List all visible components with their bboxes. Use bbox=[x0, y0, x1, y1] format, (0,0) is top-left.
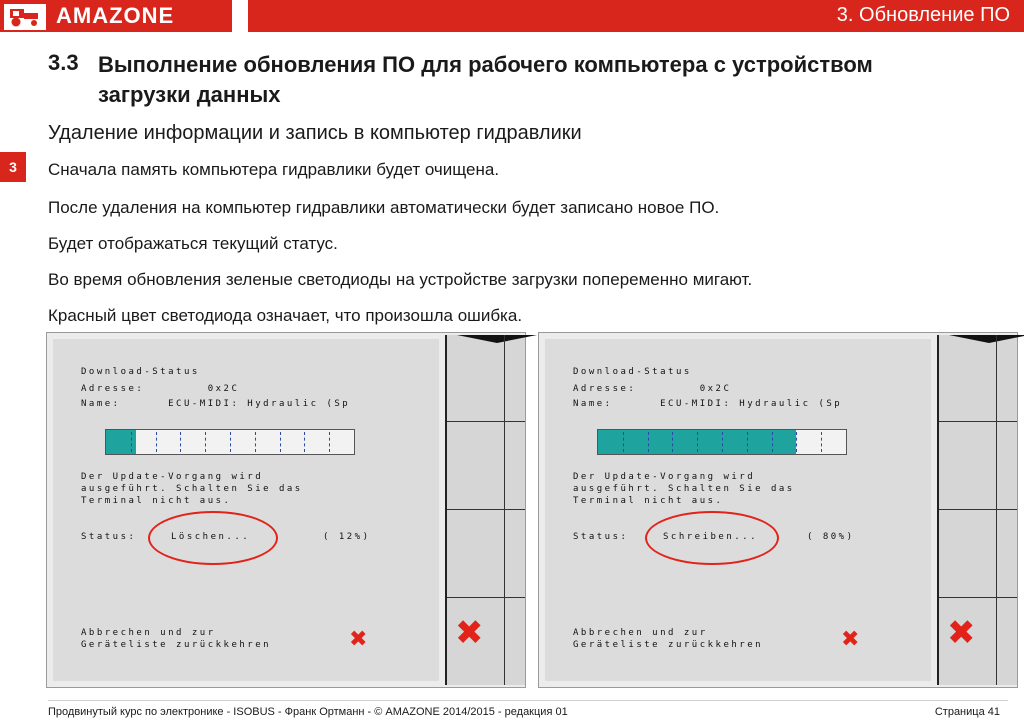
update-message-line: Der Update-Vorgang wird bbox=[81, 472, 264, 482]
progress-segment-tick bbox=[329, 432, 330, 452]
chapter-bar bbox=[248, 0, 1024, 32]
update-message-line: ausgeführt. Schalten Sie das bbox=[573, 484, 795, 494]
progress-segment-tick bbox=[722, 432, 723, 452]
progress-segment-tick bbox=[772, 432, 773, 452]
progress-segment-tick bbox=[304, 432, 305, 452]
cancel-softkey-x-icon[interactable]: ✖ bbox=[947, 613, 976, 653]
cancel-label: Abbrechen und zur bbox=[81, 628, 216, 638]
chapter-title: 3. Обновление ПО bbox=[836, 4, 1010, 26]
progress-segment-tick bbox=[230, 432, 231, 452]
progress-segment-tick bbox=[156, 432, 157, 452]
paragraph: Будет отображаться текущий статус. bbox=[48, 234, 338, 253]
name-line: Name: ECU-MIDI: Hydraulic (Sp bbox=[573, 399, 843, 409]
name-line: Name: ECU-MIDI: Hydraulic (Sp bbox=[81, 399, 351, 409]
download-status-heading: Download-Status bbox=[81, 367, 200, 377]
progress-segment-tick bbox=[648, 432, 649, 452]
section-subtitle: Удаление информации и запись в компьютер гидравлики bbox=[48, 122, 582, 144]
progress-segment-tick bbox=[623, 432, 624, 452]
address-line: Adresse: 0x2C bbox=[573, 384, 732, 394]
terminal-screenshot-write bbox=[538, 332, 1018, 688]
chapter-side-tab: 3 bbox=[0, 152, 26, 182]
cancel-label: Abbrechen und zur bbox=[573, 628, 708, 638]
softkey-column bbox=[937, 335, 1017, 685]
brand-logo bbox=[0, 0, 232, 32]
update-message-line: Terminal nicht aus. bbox=[81, 496, 232, 506]
progress-segment-tick bbox=[796, 432, 797, 452]
cancel-x-icon: ✖ bbox=[841, 627, 860, 652]
update-message-line: ausgeführt. Schalten Sie das bbox=[81, 484, 303, 494]
progress-segment-tick bbox=[131, 432, 132, 452]
terminal-screenshot-erase bbox=[46, 332, 526, 688]
status-label: Status: bbox=[81, 532, 137, 542]
terminal-screen bbox=[545, 339, 931, 681]
progress-segment-tick bbox=[697, 432, 698, 452]
update-message-line: Terminal nicht aus. bbox=[573, 496, 724, 506]
paragraph: Во время обновления зеленые светодиоды на устройстве загрузки попеременно мигают. bbox=[48, 270, 753, 289]
status-percent: ( 80%) bbox=[807, 532, 855, 542]
section-number: 3.3 bbox=[48, 50, 79, 75]
status-value: Löschen... bbox=[171, 532, 251, 542]
status-highlight-ring bbox=[645, 511, 779, 565]
page-number: Страница 41 bbox=[934, 706, 1000, 718]
progress-segment-tick bbox=[280, 432, 281, 452]
status-label: Status: bbox=[573, 532, 629, 542]
progress-bar bbox=[105, 429, 355, 455]
brand-name: AMAZONE bbox=[56, 3, 175, 28]
status-value: Schreiben... bbox=[663, 532, 759, 542]
progress-segment-tick bbox=[205, 432, 206, 452]
terminal-screen bbox=[53, 339, 439, 681]
progress-segment-tick bbox=[747, 432, 748, 452]
update-message-line: Der Update-Vorgang wird bbox=[573, 472, 756, 482]
tractor-icon bbox=[4, 4, 46, 30]
paragraph: Красный цвет светодиода означает, что произошла ошибка. bbox=[48, 306, 523, 325]
progress-segment-tick bbox=[180, 432, 181, 452]
paragraph: После удаления на компьютер гидравлики автоматически будет записано новое ПО. bbox=[48, 198, 720, 217]
footer-text: Продвинутый курс по электронике - ISOBUS - Франк Ортманн - © AMAZONE 2014/2015 - редакция 01 bbox=[48, 706, 568, 718]
cancel-x-icon: ✖ bbox=[349, 627, 368, 652]
scroll-up-icon bbox=[949, 335, 1024, 343]
softkey-column bbox=[445, 335, 525, 685]
status-percent: ( 12%) bbox=[323, 532, 371, 542]
paragraph: Сначала память компьютера гидравлики будет очищена. bbox=[48, 160, 500, 179]
scroll-up-icon bbox=[457, 335, 537, 343]
footer-divider bbox=[48, 700, 1008, 701]
status-highlight-ring bbox=[148, 511, 278, 565]
progress-bar bbox=[597, 429, 847, 455]
address-line: Adresse: 0x2C bbox=[81, 384, 240, 394]
progress-segment-tick bbox=[821, 432, 822, 452]
cancel-label: Geräteliste zurückkehren bbox=[81, 640, 272, 650]
cancel-softkey-x-icon[interactable]: ✖ bbox=[455, 613, 484, 653]
progress-segment-tick bbox=[255, 432, 256, 452]
cancel-label: Geräteliste zurückkehren bbox=[573, 640, 764, 650]
section-title: Выполнение обновления ПО для рабочего компьютера с устройством загрузки данных bbox=[98, 52, 873, 107]
download-status-heading: Download-Status bbox=[573, 367, 692, 377]
progress-segment-tick bbox=[672, 432, 673, 452]
